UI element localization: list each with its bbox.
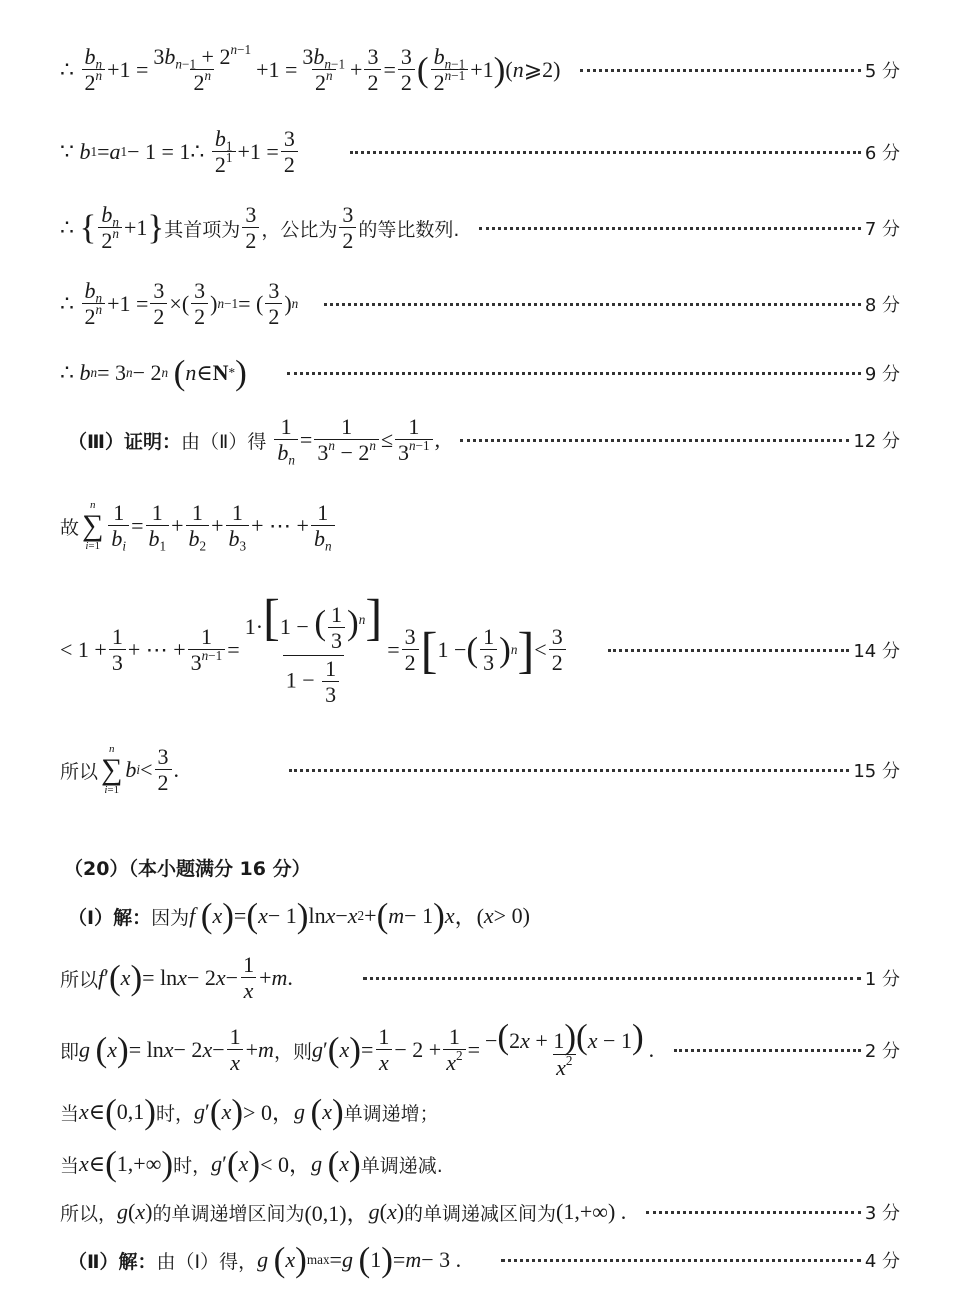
formula-bn: ∴ b n = 3 n − 2 n ( n ∈ N * ) [60, 353, 247, 393]
text-monotone-inc: 单调递增； [343, 1102, 439, 1125]
text-therefore: 故 [60, 516, 80, 539]
dot-leader [460, 439, 849, 442]
label-proof-3: （Ⅲ）证明： [68, 430, 181, 453]
text-when: 当 [60, 1154, 80, 1177]
formula-sequence: ∴ { $\frac{b_n}{2^n}$ +1 } [60, 201, 165, 253]
line-step-2 [60, 1016, 900, 1080]
score-label: 1 分 [864, 969, 900, 990]
line-step-4 [60, 1240, 900, 1280]
text-then: ，则 [273, 1040, 312, 1063]
text-from-2: 由（Ⅱ）得 [180, 430, 267, 453]
text-ratio: ，公比为 [261, 218, 338, 241]
text-time: 时， [156, 1102, 195, 1125]
line-increasing: 当 x ∈ ( 0,1 ) 时， g ′ ( x ) > 0， g ( x ) 单调递增； [60, 1092, 439, 1132]
dot-leader [287, 372, 861, 375]
formula-inequality: $\frac{1}{b_n}$ = $\frac{1}{3^n - 2^n}$ ≤ $\frac{1}{3^{n-1}}$ , [272, 414, 440, 467]
score-label: 14 分 [853, 641, 900, 662]
dot-leader [580, 69, 860, 72]
line-step-12 [60, 410, 900, 470]
text-from-1: 由（Ⅰ）得， [156, 1250, 258, 1273]
score-label: 8 分 [864, 295, 900, 316]
text-geometric: 的等比数列. [358, 218, 460, 241]
text-monotone-dec: 单调递减. [360, 1154, 443, 1177]
score-label: 2 分 [864, 1041, 900, 1062]
formula-bound: < 1 + $\frac{1}{3}$ + ⋯ + $\frac{1}{3^{n-1}}$ = 1·[1 − ( $\frac{1}{3}$ )$^n$] 1 − $\frac{1}{3}$ = $\frac{3}{2}$ [ 1 − ( $\frac{1}{3}$ ) n ] < $\frac{3}{2}$ [60, 592, 568, 709]
dot-leader [479, 227, 860, 230]
label-solution-1: （Ⅰ）解： [68, 906, 152, 929]
line-sum-def [60, 494, 900, 558]
formula-f-prime: f ′ ( x ) = ln x − 2 x − $\frac{1}{x}$ + m . [98, 951, 293, 1003]
score-label: 12 分 [853, 431, 900, 452]
dot-leader [608, 649, 850, 652]
formula-sum: n ∑ i=1 $\frac{1}{b_i}$ = $\frac{1}{b_1}$ + $\frac{1}{b_2}$ + $\frac{1}{b_3}$ + ⋯ + $\frac{1}{b_n}$ [79, 500, 337, 553]
text-therefore: 所以， [60, 1202, 118, 1225]
line-function-def [60, 896, 900, 936]
text-inc-interval: 的单调递增区间为 [152, 1202, 305, 1225]
line-step-5 [60, 32, 900, 108]
line-step-3: 所以， g ( x ) 的单调递增区间为 (0,1)， g ( x ) 的单调递减区间为 (1,+∞) . 3 分 [60, 1199, 900, 1226]
dot-leader [674, 1049, 861, 1052]
score-label: 9 分 [864, 364, 900, 385]
line-step-8 [60, 274, 900, 334]
formula-conclusion: n ∑ i=1 b i < $\frac{3}{2}$ . [101, 743, 179, 796]
dot-leader [501, 1259, 861, 1262]
dot-leader [363, 977, 861, 980]
formula-g-prime: g ′ ( x ) = $\frac{1}{x}$ − 2 + $\frac{1}{x^2}$ = $\frac{-(2x + 1)(x - 1)}{x^2}$ . [311, 1016, 655, 1080]
line-step-1 [60, 950, 900, 1006]
text-so: 所以 [60, 968, 99, 991]
score-label: 7 分 [864, 219, 900, 240]
dot-leader [324, 303, 861, 306]
line-step-15 [60, 738, 900, 802]
line-decreasing: 当 x ∈ ( 1,+∞ ) 时， g ′ ( x ) < 0， g ( x ) 单调递减. [60, 1144, 443, 1184]
text-first-term: 其首项为 [164, 218, 241, 241]
dot-leader [350, 151, 861, 154]
problem-20-heading [60, 850, 900, 884]
formula-f: f ( x ) = ( x − 1 ) ln x − x 2 + ( m − 1 ) x ，( x > 0) [189, 896, 530, 936]
dot-leader [289, 769, 849, 772]
heading-text: （20）（本小题满分 16 分） [64, 857, 311, 880]
score-label: 3 分 [864, 1203, 900, 1224]
line-step-9 [60, 352, 900, 394]
label-solution-2: （Ⅱ）解： [68, 1250, 157, 1273]
text-namely: 即 [60, 1040, 80, 1063]
score-label: 4 分 [864, 1251, 900, 1272]
score-label: 6 分 [864, 143, 900, 164]
line-step-14 [60, 580, 900, 720]
score-label: 5 分 [864, 61, 900, 82]
text-time: 时， [173, 1154, 212, 1177]
formula-initial: ∵ b 1 = a 1 − 1 = 1∴ $\frac{b_1}{2^1}$ +1 = $\frac{3}{2}$ [60, 126, 300, 179]
text-because: 因为 [151, 906, 190, 929]
formula-recurrence: ∴ $\frac{b_n}{2^n}$ +1 = $\frac{3b_{n-1} + 2^{n-1}}{2^n}$ +1 = $\frac{3b_{n-1}}{2^n}$ + $\frac{3}{2}$ = $\frac{3}{2}$ ( $\frac{b_{n-1}}{2^{n-1}}$ +1 ) ( n ⩾2) [60, 41, 561, 95]
text-when: 当 [60, 1102, 80, 1125]
text-dec-interval: 的单调递减区间为 [404, 1202, 557, 1225]
score-label: 15 分 [853, 761, 900, 782]
formula-general: ∴ $\frac{b_n}{2^n}$ +1 = $\frac{3}{2}$ ×( $\frac{3}{2}$ ) n−1 = ( $\frac{3}{2}$ ) n [60, 277, 299, 329]
line-step-6 [60, 120, 900, 184]
dot-leader [646, 1211, 861, 1214]
text-so: 所以 [60, 760, 99, 783]
formula-g: g ( x ) = ln x − 2 x − $\frac{1}{x}$ + m [79, 1023, 274, 1075]
line-step-7: ∴ { $\frac{b_n}{2^n}$ +1 } 其首项为 $\frac{3}{2}$ ，公比为 $\frac{3}{2}$ 的等比数列. 7 分 [60, 201, 900, 253]
formula-gmax: g ( x ) max = g ( 1 ) = m − 3 . [257, 1240, 462, 1280]
